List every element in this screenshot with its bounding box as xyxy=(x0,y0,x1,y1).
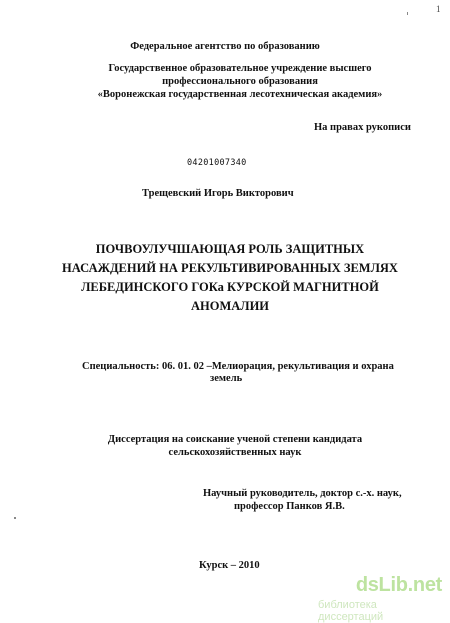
institution-line-3: «Воронежская государственная лесотехническая академия» xyxy=(97,89,383,100)
scan-speck xyxy=(14,517,16,519)
institution-block xyxy=(60,62,420,101)
specialty-line-2: земель xyxy=(210,373,243,384)
supervisor-line-1: Научный руководитель, доктор с.-х. наук, xyxy=(203,488,402,499)
institution-line-1: Государственное образовательное учреждение высшего xyxy=(108,63,372,74)
watermark-subtitle: библиотека диссертаций xyxy=(318,599,384,623)
degree-line-1: Диссертация на соискание ученой степени кандидата xyxy=(107,434,363,445)
watermark xyxy=(318,574,448,623)
degree-statement xyxy=(0,433,450,459)
author-name: Трещевский Игорь Викторович xyxy=(142,188,294,199)
title-line-3: ЛЕБЕДИНСКОГО ГОКа КУРСКОЙ МАГНИТНОЙ xyxy=(81,280,379,294)
watermark-logo: dsLib.net xyxy=(355,574,442,596)
page-number: 1 xyxy=(436,4,441,14)
document-code: 04201007340 xyxy=(187,158,247,168)
title-line-1: ПОЧВОУЛУЧШАЮЩАЯ РОЛЬ ЗАЩИТНЫХ xyxy=(95,242,365,256)
institution-line-2: профессионального образования xyxy=(162,76,318,87)
dissertation-title xyxy=(40,240,420,316)
agency-name: Федеральное агентство по образованию xyxy=(130,41,320,52)
city-year: Курск – 2010 xyxy=(199,560,260,571)
scan-speck xyxy=(407,12,408,15)
supervisor-line-2: профессор Панков Я.В. xyxy=(234,501,345,512)
manuscript-rights: На правах рукописи xyxy=(314,122,411,133)
title-line-2: НАСАЖДЕНИЙ НА РЕКУЛЬТИВИРОВАННЫХ ЗЕМЛЯХ xyxy=(62,261,398,275)
degree-line-2: сельскохозяйственных наук xyxy=(168,447,302,458)
specialty-line-1: Специальность: 06. 01. 02 –Мелиорация, рекультивация и охрана xyxy=(82,361,394,372)
title-line-4: АНОМАЛИИ xyxy=(190,299,270,313)
